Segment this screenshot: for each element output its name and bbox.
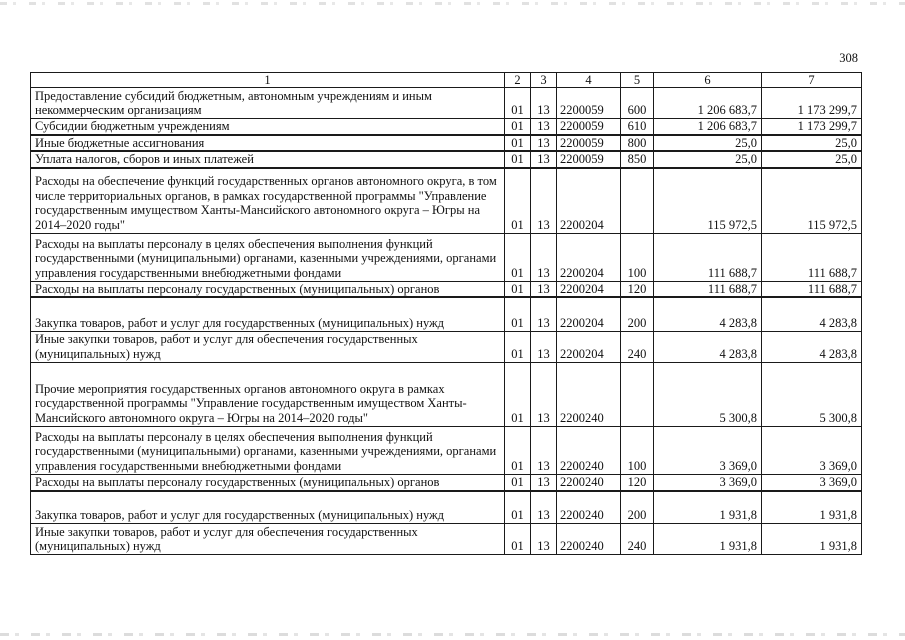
row-name: Иные закупки товаров, работ и услуг для обеспечения государственных (муниципальных) нужд bbox=[31, 524, 505, 555]
row-subsection: 13 bbox=[531, 491, 557, 524]
table-row bbox=[31, 233, 862, 281]
row-amount-2: 1 931,8 bbox=[762, 491, 862, 524]
row-expense-type bbox=[621, 168, 654, 233]
row-amount-1: 3 369,0 bbox=[654, 426, 762, 474]
row-target-code: 2200240 bbox=[557, 426, 621, 474]
row-name: Расходы на выплаты персоналу государственных (муниципальных) органов bbox=[31, 474, 505, 490]
row-amount-2: 4 283,8 bbox=[762, 331, 862, 362]
header-col-3: 3 bbox=[531, 73, 557, 88]
table-row bbox=[31, 331, 862, 362]
header-col-2: 2 bbox=[505, 73, 531, 88]
row-subsection: 13 bbox=[531, 88, 557, 119]
row-expense-type: 200 bbox=[621, 491, 654, 524]
table-row bbox=[31, 151, 862, 168]
row-target-code: 2200059 bbox=[557, 151, 621, 168]
row-expense-type: 100 bbox=[621, 426, 654, 474]
table-row bbox=[31, 88, 862, 119]
row-amount-2: 111 688,7 bbox=[762, 233, 862, 281]
row-name: Закупка товаров, работ и услуг для государственных (муниципальных) нужд bbox=[31, 297, 505, 331]
header-col-6: 6 bbox=[654, 73, 762, 88]
scan-edge-top bbox=[0, 2, 905, 5]
row-amount-2: 111 688,7 bbox=[762, 281, 862, 297]
table-row bbox=[31, 474, 862, 490]
header-col-4: 4 bbox=[557, 73, 621, 88]
row-subsection: 13 bbox=[531, 119, 557, 135]
row-target-code: 2200240 bbox=[557, 491, 621, 524]
budget-table bbox=[30, 72, 862, 555]
table-row bbox=[31, 281, 862, 297]
table-header-row bbox=[31, 73, 862, 88]
row-subsection: 13 bbox=[531, 426, 557, 474]
row-target-code: 2200059 bbox=[557, 88, 621, 119]
row-amount-1: 1 206 683,7 bbox=[654, 119, 762, 135]
row-amount-2: 115 972,5 bbox=[762, 168, 862, 233]
row-expense-type: 600 bbox=[621, 88, 654, 119]
row-amount-1: 111 688,7 bbox=[654, 233, 762, 281]
row-section: 01 bbox=[505, 426, 531, 474]
row-amount-1: 115 972,5 bbox=[654, 168, 762, 233]
row-expense-type: 100 bbox=[621, 233, 654, 281]
row-amount-1: 111 688,7 bbox=[654, 281, 762, 297]
row-name: Субсидии бюджетным учреждениям bbox=[31, 119, 505, 135]
row-expense-type: 800 bbox=[621, 135, 654, 152]
row-section: 01 bbox=[505, 524, 531, 555]
row-amount-1: 1 931,8 bbox=[654, 524, 762, 555]
row-subsection: 13 bbox=[531, 474, 557, 490]
row-section: 01 bbox=[505, 362, 531, 426]
row-target-code: 2200240 bbox=[557, 524, 621, 555]
row-expense-type: 120 bbox=[621, 281, 654, 297]
row-amount-2: 3 369,0 bbox=[762, 474, 862, 490]
header-col-5: 5 bbox=[621, 73, 654, 88]
row-amount-2: 25,0 bbox=[762, 135, 862, 152]
table-row bbox=[31, 491, 862, 524]
table-row bbox=[31, 119, 862, 135]
page-number: 308 bbox=[839, 51, 858, 65]
row-section: 01 bbox=[505, 151, 531, 168]
row-section: 01 bbox=[505, 491, 531, 524]
row-amount-1: 1 931,8 bbox=[654, 491, 762, 524]
row-section: 01 bbox=[505, 88, 531, 119]
row-subsection: 13 bbox=[531, 233, 557, 281]
row-section: 01 bbox=[505, 233, 531, 281]
row-section: 01 bbox=[505, 474, 531, 490]
row-target-code: 2200204 bbox=[557, 281, 621, 297]
row-target-code: 2200059 bbox=[557, 135, 621, 152]
row-amount-1: 1 206 683,7 bbox=[654, 88, 762, 119]
row-expense-type bbox=[621, 362, 654, 426]
row-section: 01 bbox=[505, 135, 531, 152]
table-row bbox=[31, 297, 862, 331]
row-name: Расходы на выплаты персоналу в целях обеспечения выполнения функций государственными (муниципальными) органами, казенными учреждениями, органами управления государственными внебюджетными фондами bbox=[31, 233, 505, 281]
row-name: Иные закупки товаров, работ и услуг для обеспечения государственных (муниципальных) нужд bbox=[31, 331, 505, 362]
row-subsection: 13 bbox=[531, 168, 557, 233]
table-body bbox=[31, 88, 862, 555]
row-name: Закупка товаров, работ и услуг для государственных (муниципальных) нужд bbox=[31, 491, 505, 524]
row-amount-1: 4 283,8 bbox=[654, 297, 762, 331]
row-section: 01 bbox=[505, 168, 531, 233]
row-target-code: 2200240 bbox=[557, 362, 621, 426]
table-row bbox=[31, 168, 862, 233]
row-amount-2: 3 369,0 bbox=[762, 426, 862, 474]
row-amount-2: 4 283,8 bbox=[762, 297, 862, 331]
row-expense-type: 240 bbox=[621, 524, 654, 555]
row-amount-1: 25,0 bbox=[654, 135, 762, 152]
header-col-7: 7 bbox=[762, 73, 862, 88]
row-expense-type: 240 bbox=[621, 331, 654, 362]
row-subsection: 13 bbox=[531, 135, 557, 152]
row-subsection: 13 bbox=[531, 151, 557, 168]
row-name: Прочие мероприятия государственных органов автономного округа в рамках государственной программы "Управление государственным имуществом Ханты-Мансийского автономного округа – Югры на 2014–2020 годы" bbox=[31, 362, 505, 426]
row-name: Уплата налогов, сборов и иных платежей bbox=[31, 151, 505, 168]
header-col-1: 1 bbox=[31, 73, 505, 88]
row-target-code: 2200204 bbox=[557, 297, 621, 331]
row-name: Иные бюджетные ассигнования bbox=[31, 135, 505, 152]
row-subsection: 13 bbox=[531, 524, 557, 555]
row-amount-1: 25,0 bbox=[654, 151, 762, 168]
table-row bbox=[31, 362, 862, 426]
row-amount-2: 1 173 299,7 bbox=[762, 88, 862, 119]
row-target-code: 2200204 bbox=[557, 168, 621, 233]
scan-edge-bottom bbox=[0, 633, 905, 636]
row-section: 01 bbox=[505, 119, 531, 135]
row-name: Расходы на выплаты персоналу государственных (муниципальных) органов bbox=[31, 281, 505, 297]
row-target-code: 2200059 bbox=[557, 119, 621, 135]
row-subsection: 13 bbox=[531, 297, 557, 331]
row-target-code: 2200240 bbox=[557, 474, 621, 490]
row-name: Предоставление субсидий бюджетным, автономным учреждениям и иным некоммерческим организациям bbox=[31, 88, 505, 119]
row-target-code: 2200204 bbox=[557, 331, 621, 362]
row-expense-type: 850 bbox=[621, 151, 654, 168]
row-expense-type: 120 bbox=[621, 474, 654, 490]
row-section: 01 bbox=[505, 297, 531, 331]
row-expense-type: 200 bbox=[621, 297, 654, 331]
row-amount-2: 1 931,8 bbox=[762, 524, 862, 555]
row-subsection: 13 bbox=[531, 331, 557, 362]
row-expense-type: 610 bbox=[621, 119, 654, 135]
table-row bbox=[31, 426, 862, 474]
row-subsection: 13 bbox=[531, 281, 557, 297]
table-row bbox=[31, 135, 862, 152]
row-section: 01 bbox=[505, 281, 531, 297]
row-name: Расходы на выплаты персоналу в целях обеспечения выполнения функций государственными (муниципальными) органами, казенными учреждениями, органами управления государственными внебюджетными фондами bbox=[31, 426, 505, 474]
row-amount-1: 4 283,8 bbox=[654, 331, 762, 362]
row-target-code: 2200204 bbox=[557, 233, 621, 281]
row-amount-1: 3 369,0 bbox=[654, 474, 762, 490]
row-amount-2: 1 173 299,7 bbox=[762, 119, 862, 135]
row-amount-2: 25,0 bbox=[762, 151, 862, 168]
row-name: Расходы на обеспечение функций государственных органов автономного округа, в том числе территориальных органов, в рамках государственной программы "Управление государственным имуществом Ханты-Мансийского автономного округа – Югры на 2014–2020 годы" bbox=[31, 168, 505, 233]
row-section: 01 bbox=[505, 331, 531, 362]
row-amount-2: 5 300,8 bbox=[762, 362, 862, 426]
row-subsection: 13 bbox=[531, 362, 557, 426]
row-amount-1: 5 300,8 bbox=[654, 362, 762, 426]
table-row bbox=[31, 524, 862, 555]
